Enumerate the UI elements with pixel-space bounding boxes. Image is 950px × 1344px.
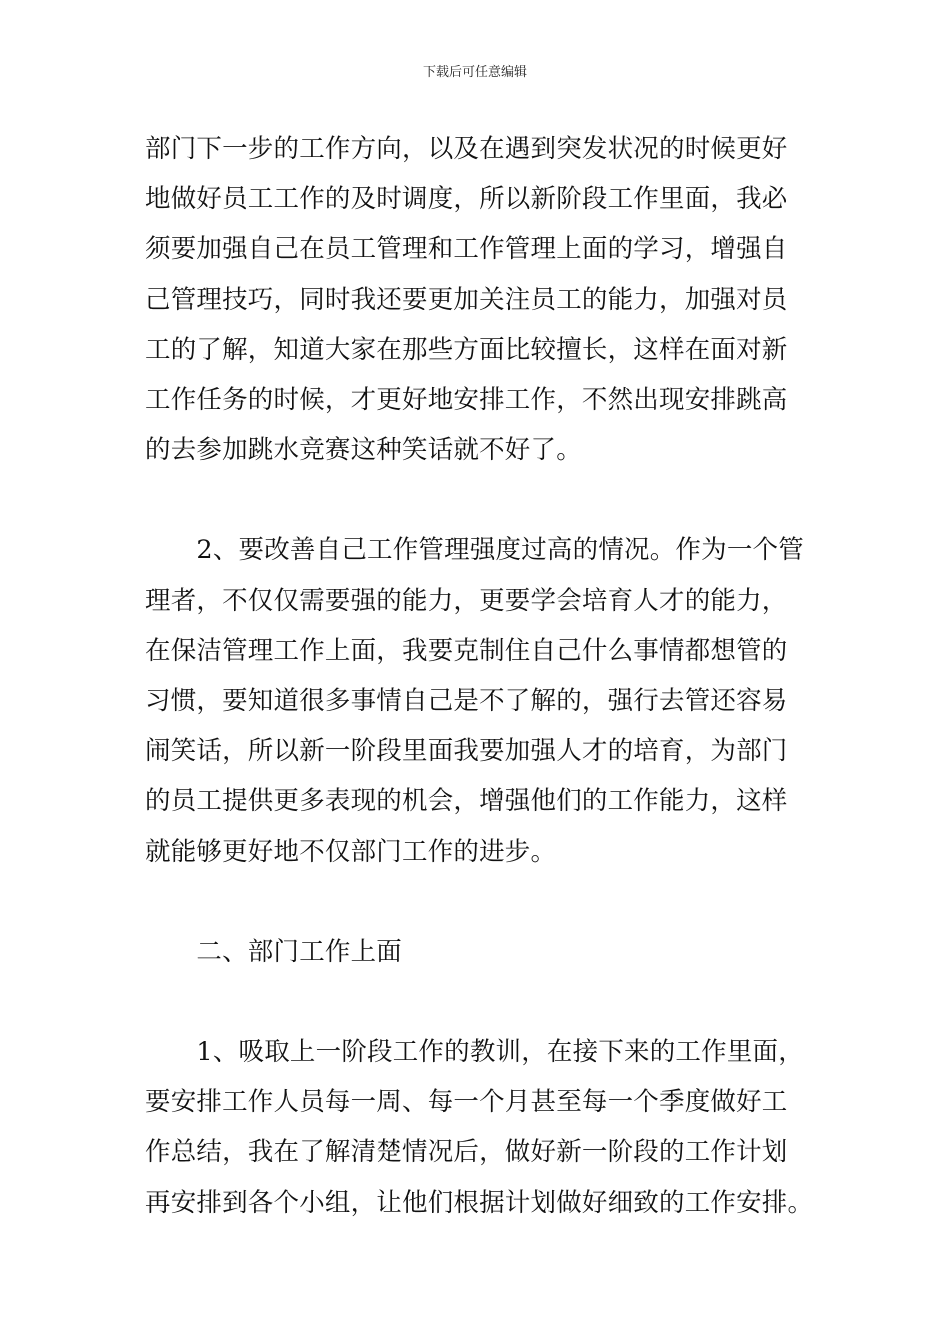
paragraph-3 [145,1027,814,1228]
paragraph-spacer [145,977,807,1027]
text-line: 须要加强自己在员工管理和工作管理上面的学习，增强自 [145,234,788,265]
page-header-note: 下载后可任意编辑 [422,65,527,80]
document-body [145,124,814,1228]
text-line: 闹笑话，所以新一阶段里面我要加强人才的培育，为部门 [145,736,788,767]
text-line: 1、吸取上一阶段工作的教训，在接下来的工作里面， [145,1037,804,1068]
text-line: 2、要改善自己工作管理强度过高的情况。作为一个管 [145,535,804,566]
paragraph-1 [145,124,807,475]
text-line: 工的了解，知道大家在那些方面比较擅长，这样在面对新 [145,334,788,365]
text-line: 在保洁管理工作上面，我要克制住自己什么事情都想管的 [145,635,788,666]
paragraph-spacer [145,475,807,525]
paragraph-2 [145,525,807,876]
text-line: 要安排工作人员每一周、每一个月甚至每一个季度做好工 [145,1087,788,1118]
text-line: 工作任务的时候，才更好地安排工作，不然出现安排跳高 [145,385,788,416]
heading-line: 二、部门工作上面 [145,936,403,967]
text-line: 作总结，我在了解清楚情况后，做好新一阶段的工作计划 [145,1137,788,1168]
text-line: 的去参加跳水竞赛这种笑话就不好了。 [145,435,582,466]
section-heading [145,927,807,977]
text-line: 理者，不仅仅需要强的能力，更要学会培育人才的能力， [145,585,788,616]
text-line: 部门下一步的工作方向，以及在遇到突发状况的时候更好 [145,134,788,164]
text-line: 习惯，要知道很多事情自己是不了解的，强行去管还容易 [145,686,788,717]
text-line: 地做好员工工作的及时调度，所以新阶段工作里面，我必 [145,184,788,215]
text-line: 就能够更好地不仅部门工作的进步。 [145,836,557,867]
paragraph-spacer [145,877,807,927]
text-line: 再安排到各个小组，让他们根据计划做好细致的工作安排。 [145,1187,814,1218]
text-line: 己管理技巧，同时我还要更加关注员工的能力，加强对员 [145,284,788,315]
text-line: 的员工提供更多表现的机会，增强他们的工作能力，这样 [145,786,788,817]
